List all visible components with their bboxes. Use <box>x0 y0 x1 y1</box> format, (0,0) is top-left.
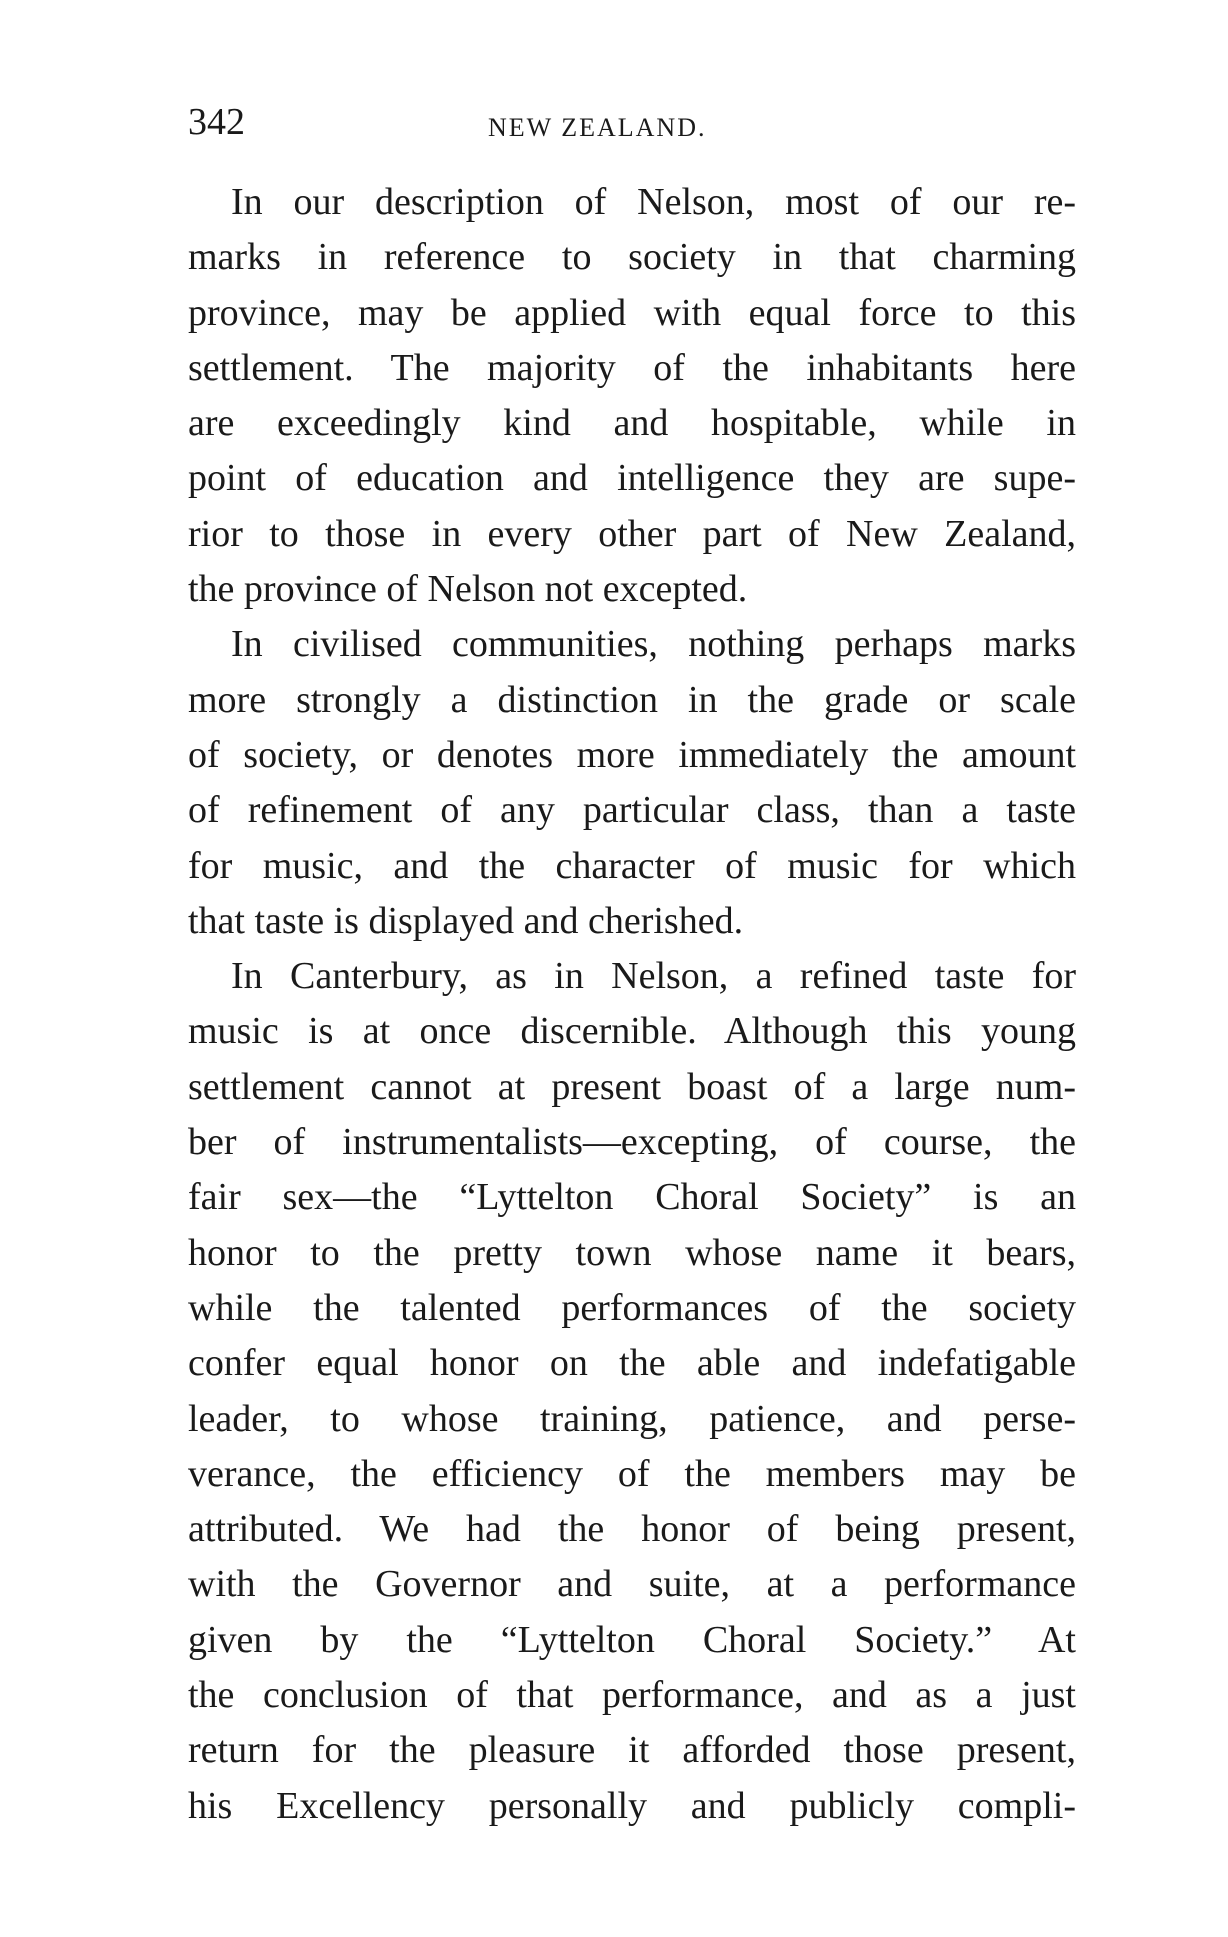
text-line: the province of Nelson not excepted. <box>188 568 748 611</box>
text-line: that taste is displayed and cherished. <box>188 899 744 942</box>
text-line: province, may be applied with equal force to this <box>188 291 1076 334</box>
text-line: of refinement of any particular class, than a taste <box>188 789 1076 832</box>
text-line: more strongly a distinction in the grade or scale <box>188 678 1076 721</box>
text-line: In civilised communities, nothing perhaps marks <box>231 623 1076 666</box>
text-line: point of education and intelligence they are supe- <box>188 457 1076 500</box>
text-line: for music, and the character of music for which <box>188 844 1076 887</box>
text-line: are exceedingly kind and hospitable, while in <box>188 402 1076 445</box>
text-line: marks in reference to society in that charming <box>188 236 1076 279</box>
text-line: with the Governor and suite, at a performance <box>188 1563 1076 1606</box>
text-line: music is at once discernible. Although this young <box>188 1010 1076 1053</box>
text-line: honor to the pretty town whose name it bears, <box>188 1231 1076 1274</box>
running-title: NEW ZEALAND. <box>488 113 707 142</box>
text-line: settlement cannot at present boast of a large num- <box>188 1065 1076 1108</box>
text-line: while the talented performances of the society <box>188 1286 1076 1329</box>
text-line: In Canterbury, as in Nelson, a refined taste for <box>231 955 1076 998</box>
text-line: ber of instrumentalists—excepting, of course, the <box>188 1121 1076 1164</box>
text-line: of society, or denotes more immediately the amount <box>188 733 1076 776</box>
text-line: given by the “Lyttelton Choral Society.” At <box>188 1618 1076 1661</box>
text-line: fair sex—the “Lyttelton Choral Society” is an <box>188 1176 1076 1219</box>
text-line: verance, the efficiency of the members may be <box>188 1452 1076 1495</box>
page-number: 342 <box>188 101 245 143</box>
text-line: confer equal honor on the able and indefatigable <box>188 1342 1076 1385</box>
text-line: In our description of Nelson, most of our re- <box>231 181 1076 223</box>
text-line: the conclusion of that performance, and as a just <box>188 1674 1076 1717</box>
text-line: return for the pleasure it afforded those present, <box>188 1729 1076 1772</box>
text-line: his Excellency personally and publicly compli- <box>188 1784 1076 1827</box>
text-line: attributed. We had the honor of being present, <box>188 1508 1076 1551</box>
text-line: leader, to whose training, patience, and perse- <box>188 1397 1076 1440</box>
body-text <box>188 175 1076 1834</box>
text-line: settlement. The majority of the inhabitants here <box>188 346 1076 389</box>
text-line: rior to those in every other part of New Zealand, <box>188 512 1076 555</box>
running-head <box>188 92 1076 152</box>
